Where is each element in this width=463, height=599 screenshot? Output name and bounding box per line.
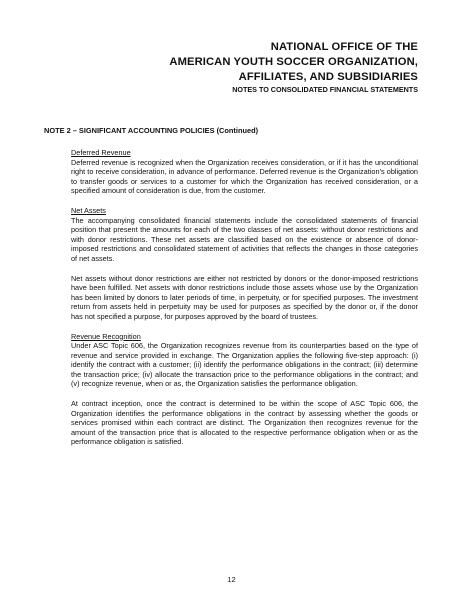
section-deferred-revenue (71, 148, 418, 196)
page-number: 12 (227, 575, 236, 584)
paragraph: At contract inception, once the contract is determined to be within the scope of ASC Topic 606, the Organization identifies the performance obligations in the contract by assessing whether the goods or services promised within each contract are distinct. The Organization then recognizes revenue for the amount of the transaction price that is allocated to the respective performance obligation when or as the performance obligation is satisfied. (71, 399, 418, 447)
section-net-assets (71, 206, 418, 322)
paragraph: Net assets without donor restrictions are either not restricted by donors or the donor-imposed restrictions have been fulfilled. Net assets with donor restrictions include those assets whose use by the Organization has been limited by donors to later periods of time, in perpetuity, or for specified purposes. The investment return from assets held in perpetuity may be used for purposes as specified by the donor or, if the donor has not specified a purpose, for purposes approved by the board of trustees. (71, 273, 418, 321)
paragraph: Deferred revenue is recognized when the Organization receives consideration, or if it has the unconditional right to receive consideration, in advance of performance. Deferred revenue is the Organization’s obligation to transfer goods or services to a customer for which the Organization has received consideration, or a specified amount of consideration is due, from the customer. (71, 157, 418, 196)
paragraph: The accompanying consolidated financial statements include the consolidated statements of financial position that present the amounts for each of the two classes of net assets: without donor restrictions and with donor restrictions. These net assets are classified based on the existence or absence of donor-imposed restrictions and consolidated statement of activities that reflects the changes in those categories of net assets. (71, 215, 418, 263)
section-heading: Net Assets (71, 205, 106, 215)
section-revenue-recognition (71, 332, 418, 448)
header-title-line-2: AMERICAN YOUTH SOCCER ORGANIZATION, (169, 56, 418, 68)
section-heading: Deferred Revenue (71, 148, 131, 157)
header-title-line-3: AFFILIATES, AND SUBSIDIARIES (238, 71, 418, 83)
section-heading: Revenue Recognition (71, 331, 141, 341)
note-title: NOTE 2 – SIGNIFICANT ACCOUNTING POLICIES (Continued) (44, 126, 259, 135)
header-title-line-1: NATIONAL OFFICE OF THE (270, 41, 418, 53)
page-content (44, 126, 418, 457)
page-header (169, 40, 418, 95)
header-subtitle: NOTES TO CONSOLIDATED FINANCIAL STATEMENTS (232, 85, 418, 94)
paragraph: Under ASC Topic 606, the Organization recognizes revenue from its counterparties based on the type of revenue and service provided in exchange. The Organization applies the following five-step approach: (i) identify the contract with a customer; (ii) identify the performance obligations in the contract; (iii) determine the transaction price; (iv) allocate the transaction price to the performance obligations in the contract; and (v) recognize revenue, when or as, the Organization satisfies the performance obligation. (71, 341, 418, 389)
